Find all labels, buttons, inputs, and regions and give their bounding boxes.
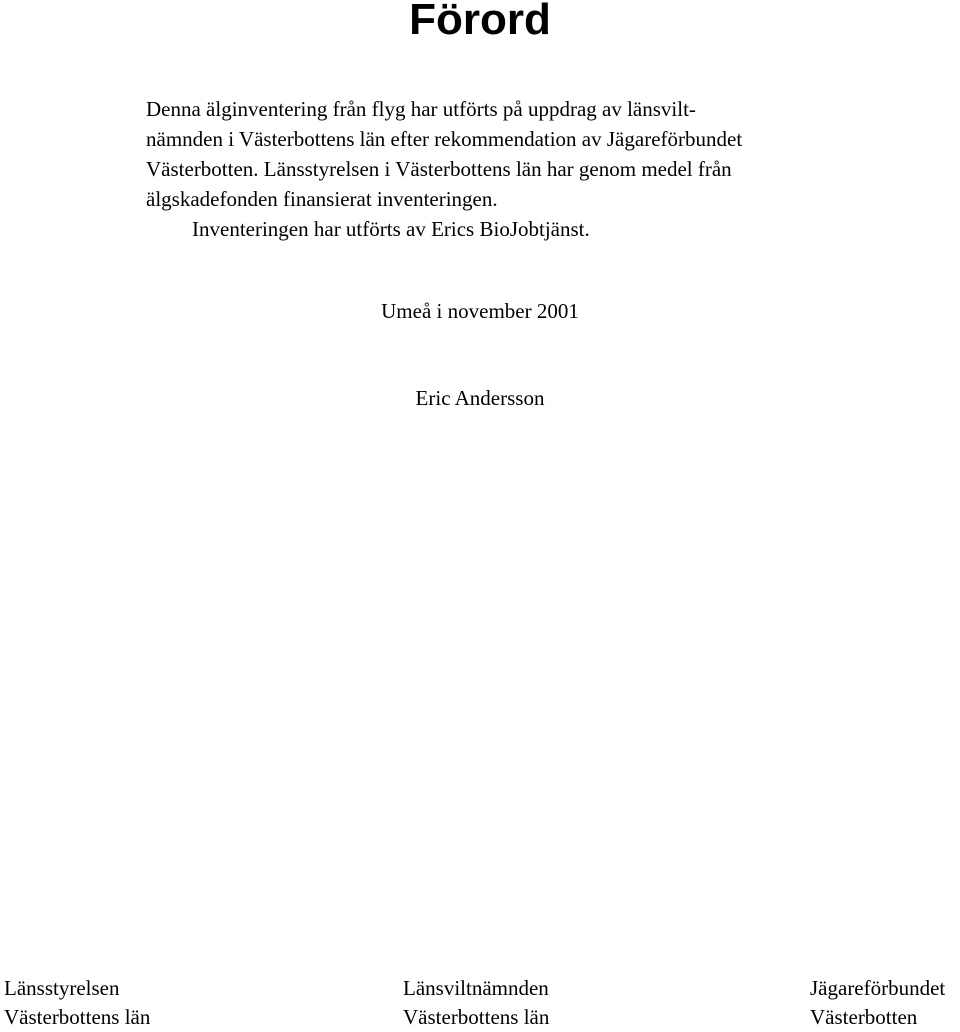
paragraph-line: älgskadefonden finansierat inventeringen. xyxy=(146,187,498,211)
org-name: Jägareförbundet xyxy=(810,976,946,1000)
footer-org xyxy=(4,974,150,1032)
paragraph-line: Västerbotten. Länsstyrelsen i Västerbottens län har genom medel från xyxy=(146,157,732,181)
footer-org xyxy=(810,974,945,1032)
paragraph-line: Inventeringen har utförts av Erics BioJobtjänst. xyxy=(192,217,590,241)
org-name: Länsstyrelsen xyxy=(4,976,120,1000)
org-region: Västerbottens län xyxy=(4,1005,151,1029)
paragraph-line: nämnden i Västerbottens län efter rekommendation av Jägareförbundet xyxy=(146,127,743,151)
org-region: Västerbottens län xyxy=(403,1005,550,1029)
author-name: Eric Andersson xyxy=(415,386,545,410)
footer-organizations xyxy=(0,974,960,1029)
footer-org xyxy=(403,974,549,1032)
paragraph-line: Denna älginventering från flyg har utförts på uppdrag av länsvilt- xyxy=(146,97,696,121)
page-title: Förord xyxy=(409,0,551,44)
org-region: Västerbotten xyxy=(810,1005,918,1029)
preface-paragraph xyxy=(146,94,836,244)
org-name: Länsviltnämnden xyxy=(403,976,549,1000)
place-date: Umeå i november 2001 xyxy=(381,299,579,323)
